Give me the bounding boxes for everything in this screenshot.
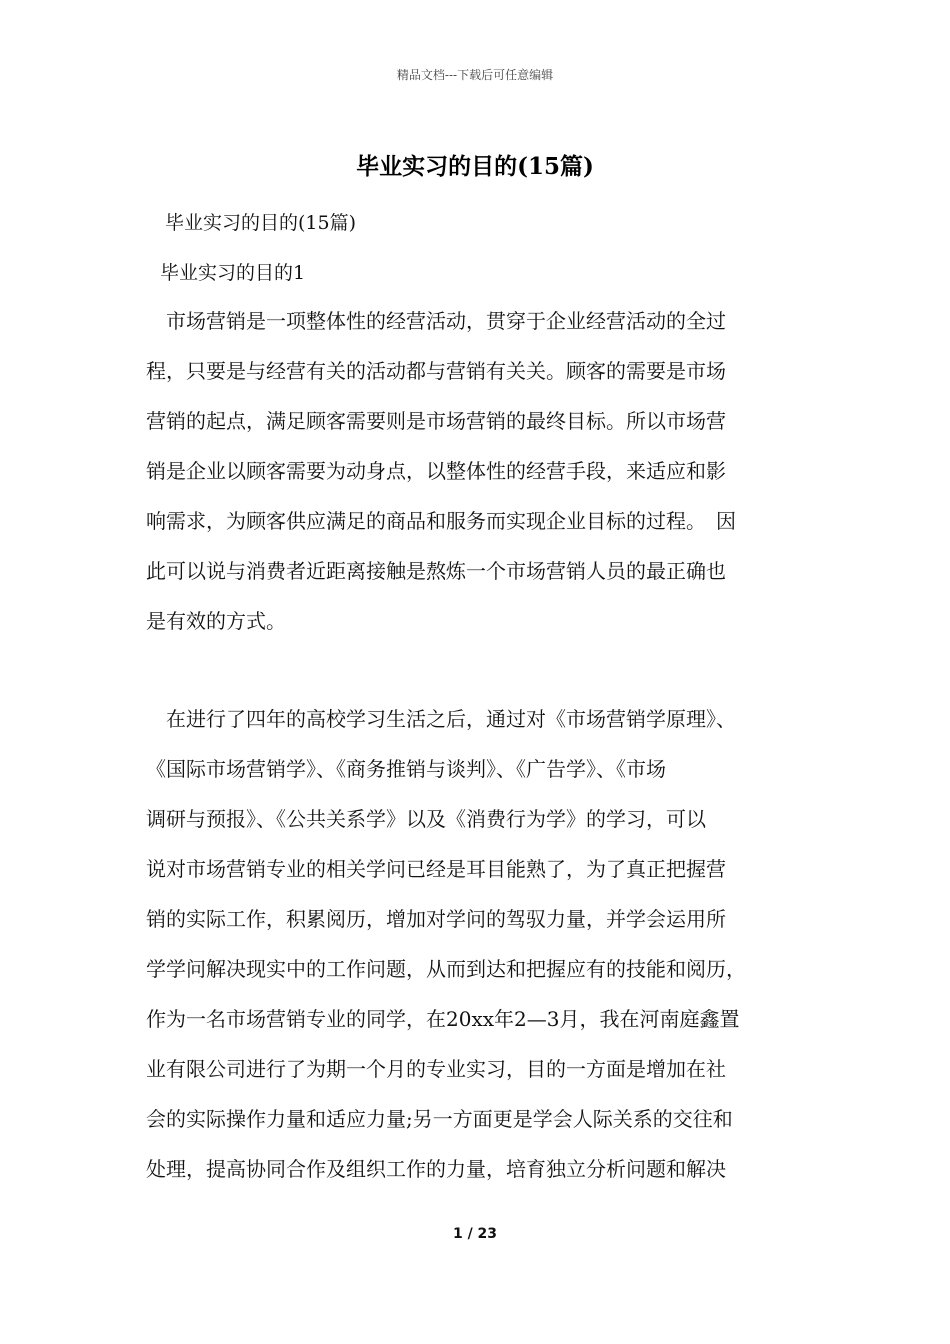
page-header: 精品文档---下载后可任意编辑 bbox=[396, 68, 554, 82]
paragraph-line: 作为一名市场营销专业的同学，在20xx年2—3月，我在河南庭鑫置 bbox=[146, 1007, 740, 1031]
paragraph-line: 营销的起点，满足顾客需要则是市场营销的最终目标。所以市场营 bbox=[146, 409, 726, 433]
paragraph-line: 《国际市场营销学》、《商务推销与谈判》、《广告学》、《市场 bbox=[146, 757, 666, 781]
paragraph-line: 响需求，为顾客供应满足的商品和服务而实现企业目标的过程。 因 bbox=[146, 509, 736, 533]
paragraph-2 bbox=[146, 694, 816, 1194]
paragraph-line: 业有限公司进行了为期一个月的专业实习，目的一方面是增加在社 bbox=[146, 1057, 726, 1081]
paragraph-line: 调研与预报》、《公共关系学》以及《消费行为学》的学习，可以 bbox=[146, 807, 706, 831]
paragraph-line: 销是企业以顾客需要为动身点，以整体性的经营手段，来适应和影 bbox=[146, 459, 726, 483]
paragraph-line: 此可以说与消费者近距离接触是熬炼一个市场营销人员的最正确也 bbox=[146, 559, 726, 583]
paragraph-line: 销的实际工作，积累阅历，增加对学问的驾驭力量，并学会运用所 bbox=[146, 907, 726, 931]
paragraph-line: 处理，提高协同合作及组织工作的力量，培育独立分析问题和解决 bbox=[146, 1157, 726, 1181]
paragraph-line: 程，只要是与经营有关的活动都与营销有关关。顾客的需要是市场 bbox=[146, 359, 726, 383]
paragraph-line: 学学问解决现实中的工作问题，从而到达和把握应有的技能和阅历， bbox=[146, 957, 746, 981]
paragraph-line: 在进行了四年的高校学习生活之后，通过对《市场营销学原理》、 bbox=[146, 707, 736, 731]
paragraph-line: 会的实际操作力量和适应力量;另一方面更是学会人际关系的交往和 bbox=[146, 1107, 733, 1131]
paragraph-line: 市场营销是一项整体性的经营活动，贯穿于企业经营活动的全过 bbox=[146, 309, 726, 333]
paragraph-1 bbox=[146, 296, 816, 646]
page-number: 1 / 23 bbox=[452, 1226, 498, 1242]
section-heading: 毕业实习的目的1 bbox=[160, 262, 306, 284]
paragraph-line: 说对市场营销专业的相关学问已经是耳目能熟了，为了真正把握营 bbox=[146, 857, 726, 881]
paragraph-line: 是有效的方式。 bbox=[146, 609, 286, 633]
document-subtitle: 毕业实习的目的(15篇) bbox=[165, 212, 357, 234]
document-title: 毕业实习的目的(15篇) bbox=[356, 153, 594, 180]
